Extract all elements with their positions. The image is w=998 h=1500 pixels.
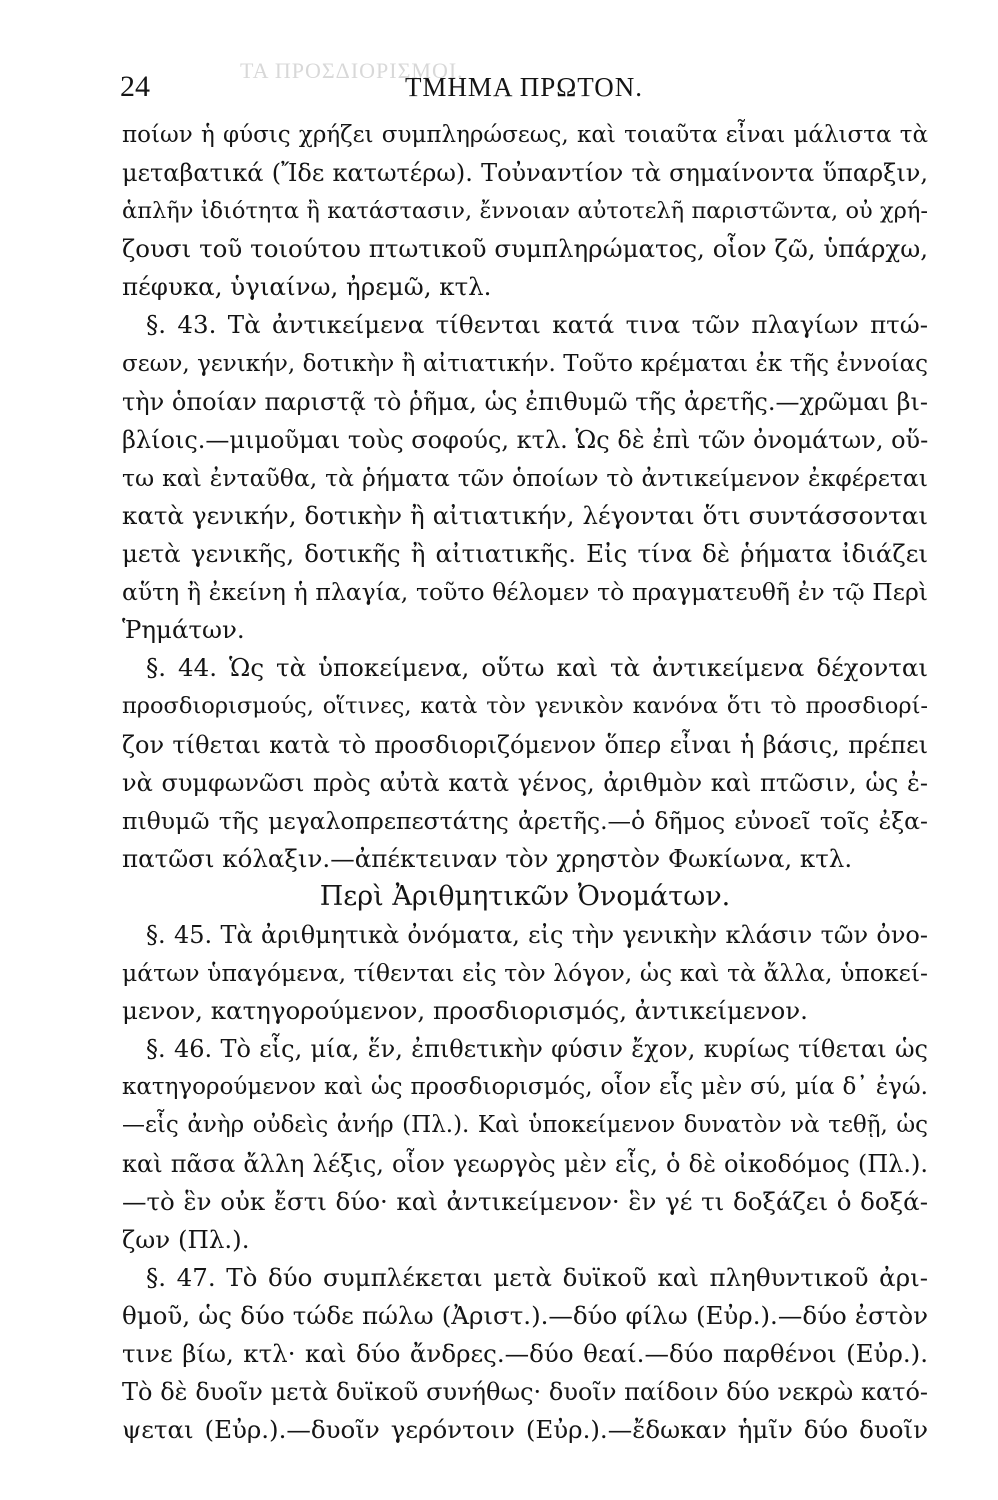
text-line: ζουσι τοῦ τοιούτου πτωτικοῦ συμπληρώματος, οἷον ζῶ, ὑπάρχω, xyxy=(122,234,928,264)
text-line: μενον, κατηγορούμενον, προσδιορισμός, ἀντικείμενον. xyxy=(122,996,808,1026)
text-line: μεταβατικά (Ἴδε κατωτέρω). Τοὐναντίον τὰ σημαίνοντα ὕπαρξιν, xyxy=(122,159,928,188)
text-line: ζον τίθεται κατὰ τὸ προσδιοριζόμενον ὅπερ εἶναι ἡ βάσις, πρέπει xyxy=(122,730,928,759)
section-heading: Περὶ Ἀριθμητικῶν Ὀνομάτων. xyxy=(319,880,731,912)
text-line: §. 46. Τὸ εἷς, μία, ἕν, ἐπιθετικὴν φύσιν ἔχον, κυρίως τίθεται ὡς xyxy=(146,1035,928,1064)
text-line: §. 45. Τὰ ἀριθμητικὰ ὀνόματα, εἰς τὴν γενικὴν κλάσιν τῶν ὀνο- xyxy=(146,920,928,949)
text-line: πιθυμῶ τῆς μεγαλοπρεπεστάτης ἀρετῆς.—ὁ δῆμος εὐνοεῖ τοῖς ἐξα- xyxy=(122,806,928,835)
text-line: νὰ συμφωνῶσι πρὸς αὐτὰ κατὰ γένος, ἀριθμὸν καὶ πτῶσιν, ὡς ἐ- xyxy=(122,768,928,797)
text-line: κατὰ γενικήν, δοτικὴν ἢ αἰτιατικήν, λέγονται ὅτι συντάσσονται xyxy=(122,500,928,530)
text-line: καὶ πᾶσα ἄλλη λέξις, οἷον γεωργὸς μὲν εἷς, ὁ δὲ οἰκοδόμος (Πλ.). xyxy=(122,1149,928,1178)
text-line: ζων (Πλ.). xyxy=(122,1224,250,1254)
text-line: τὴν ὁποίαν παριστᾷ τὸ ῥῆμα, ὡς ἐπιθυμῶ τῆς ἀρετῆς.—χρῶμαι βι- xyxy=(122,387,928,416)
text-line: μάτων ὑπαγόμενα, τίθενται εἰς τὸν λόγον, ὡς καὶ τὰ ἄλλα, ὑποκεί- xyxy=(122,959,928,988)
text-line: προσδιορισμούς, οἵτινες, κατὰ τὸν γενικὸν κανόνα ὅτι τὸ προσδιορί- xyxy=(122,693,928,720)
text-line: αὕτη ἢ ἐκείνη ἡ πλαγία, τοῦτο θέλομεν τὸ πραγματευθῆ ἐν τῷ Περὶ xyxy=(122,578,928,607)
text-line: μετὰ γενικῆς, δοτικῆς ἢ αἰτιατικῆς. Εἰς τίνα δὲ ῥήματα ἰδιάζει xyxy=(122,539,928,569)
text-line: §. 43. Τὰ ἀντικείμενα τίθενται κατά τινα τῶν πλαγίων πτώ- xyxy=(146,310,928,340)
text-line: τινε βίω, κτλ· καὶ δύο ἄνδρες.—δύο θεαί.—δύο παρθένοι (Εὐρ.). xyxy=(122,1339,928,1368)
text-line: Ῥημάτων. xyxy=(122,615,245,645)
text-line: ποίων ἡ φύσις χρήζει συμπληρώσεως, καὶ τοιαῦτα εἶναι μάλιστα τὰ xyxy=(122,122,928,148)
text-line: ἁπλῆν ἰδιότητα ἢ κατάστασιν, ἔννοιαν αὐτοτελῆ παριστῶντα, οὐ χρή- xyxy=(122,198,928,225)
text-line: —τὸ ἓν οὐκ ἔστι δύο· καὶ ἀντικείμενον· ἓν γέ τι δοξάζει ὁ δοξά- xyxy=(122,1186,928,1216)
text-line: πέφυκα, ὑγιαίνω, ἠρεμῶ, κτλ. xyxy=(122,272,492,302)
body-text xyxy=(122,116,928,1449)
text-line: §. 47. Τὸ δύο συμπλέκεται μετὰ δυϊκοῦ καὶ πληθυντικοῦ ἀρι- xyxy=(146,1262,928,1292)
text-line: —εἷς ἀνὴρ οὐδεὶς ἀνήρ (Πλ.). Καὶ ὑποκείμενον δυνατὸν νὰ τεθῇ, ὡς xyxy=(122,1112,928,1139)
text-line: βλίοις.—μιμοῦμαι τοὺς σοφούς, κτλ. Ὡς δὲ ἐπὶ τῶν ὀνομάτων, οὕ- xyxy=(122,425,928,454)
text-line: πατῶσι κόλαξιν.—ἀπέκτειναν τὸν χρηστὸν Φωκίωνα, κτλ. xyxy=(122,843,853,873)
text-line: §. 44. Ὡς τὰ ὑποκείμενα, οὕτω καὶ τὰ ἀντικείμενα δέχονται xyxy=(146,653,928,683)
text-line: Τὸ δὲ δυοῖν μετὰ δυϊκοῦ συνήθως· δυοῖν παίδοιν δύο νεκρὼ κατό- xyxy=(122,1378,928,1407)
text-line: κατηγορούμενον καὶ ὡς προσδιορισμός, οἷον εἷς μὲν σύ, μία δ᾽ ἐγώ. xyxy=(122,1074,928,1101)
page-header xyxy=(120,70,928,110)
text-line: τω καὶ ἐνταῦθα, τὰ ῥήματα τῶν ὁποίων τὸ ἀντικείμενον ἐκφέρεται xyxy=(122,463,928,492)
bleed-through-text: ΤΑ ΠΡΟΣΔΙΟΡΙΣΜΟΙ. xyxy=(240,58,464,83)
text-line: ψεται (Εὐρ.).—δυοῖν γερόντοιν (Εὐρ.).—ἔδωκαν ἡμῖν δύο δυοῖν xyxy=(122,1415,928,1445)
page-number: 24 xyxy=(120,70,150,103)
text-line: σεων, γενικήν, δοτικὴν ἢ αἰτιατικήν. Τοῦτο κρέμαται ἐκ τῆς ἐννοίας xyxy=(122,350,928,377)
running-head: ΤΜΗΜΑ ΠΡΩΤΟΝ. xyxy=(404,72,644,102)
text-line: θμοῦ, ὡς δύο τώδε πώλω (Ἀριστ.).—δύο φίλω (Εὐρ.).—δύο ἐστὸν xyxy=(122,1300,928,1330)
